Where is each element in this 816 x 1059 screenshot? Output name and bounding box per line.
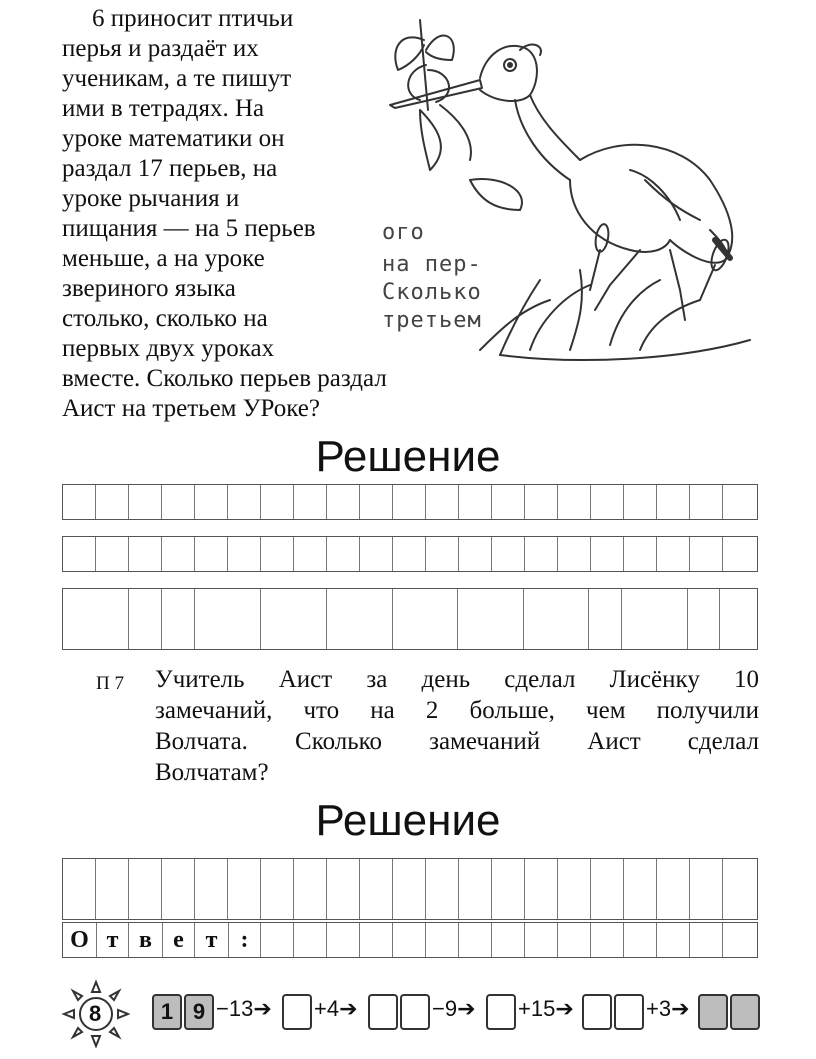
- problem-6-line: перья и раздаёт их: [62, 35, 259, 62]
- illustration-overlay-text: ого: [382, 220, 425, 245]
- grid-cell[interactable]: [63, 485, 96, 519]
- problem-7-text: [155, 664, 759, 788]
- grid-cell[interactable]: [624, 537, 657, 571]
- grid-cell[interactable]: [63, 859, 96, 919]
- answer-box[interactable]: [614, 994, 644, 1030]
- grid-cell[interactable]: [591, 923, 624, 957]
- grid-cell[interactable]: [393, 589, 459, 649]
- grid-cell[interactable]: [690, 485, 723, 519]
- grid-cell[interactable]: [96, 859, 129, 919]
- solution-grid-row[interactable]: [62, 588, 758, 650]
- start-digit-box: [152, 994, 182, 1030]
- operation: +15➔: [518, 996, 574, 1021]
- start-digit-box: [184, 994, 214, 1030]
- final-answer-box[interactable]: [730, 994, 760, 1030]
- grid-cell[interactable]: [720, 589, 757, 649]
- final-answer-box[interactable]: [698, 994, 728, 1030]
- illustration-overlay-text: на пер-: [382, 252, 482, 277]
- grid-cell[interactable]: [63, 537, 96, 571]
- operation: +3➔: [646, 996, 690, 1021]
- grid-cell[interactable]: [525, 485, 558, 519]
- grid-cell[interactable]: [657, 485, 690, 519]
- problem-6-line: пищания — на 5 перьев: [62, 215, 316, 242]
- grid-cell[interactable]: [261, 859, 294, 919]
- grid-cell[interactable]: [591, 537, 624, 571]
- grid-cell[interactable]: [327, 589, 393, 649]
- start-digit: 1: [160, 999, 174, 1024]
- grid-cell[interactable]: [162, 537, 195, 571]
- grid-cell[interactable]: [525, 537, 558, 571]
- solution-grid-row[interactable]: [62, 858, 758, 920]
- grid-cell[interactable]: [393, 923, 426, 957]
- grid-cell[interactable]: [360, 859, 393, 919]
- solution-grid-row[interactable]: [62, 484, 758, 520]
- answer-letter: О: [63, 923, 97, 957]
- start-digit: 9: [192, 999, 206, 1024]
- grid-cell[interactable]: [622, 589, 688, 649]
- grid-cell[interactable]: [723, 859, 756, 919]
- stork-illustration: [380, 10, 760, 370]
- grid-cell[interactable]: [393, 485, 426, 519]
- solution-grid-row[interactable]: [62, 536, 758, 572]
- grid-cell[interactable]: [360, 485, 393, 519]
- grid-cell[interactable]: [525, 859, 558, 919]
- problem-6-line: звериного языка: [62, 275, 236, 302]
- grid-cell[interactable]: [458, 589, 524, 649]
- grid-cell[interactable]: [129, 859, 162, 919]
- grid-cell[interactable]: [524, 589, 590, 649]
- grid-cell[interactable]: [589, 589, 622, 649]
- grid-cell[interactable]: [63, 589, 129, 649]
- illustration-overlay-text: Сколько: [382, 280, 482, 305]
- grid-cell[interactable]: [426, 923, 459, 957]
- grid-cell[interactable]: [459, 537, 492, 571]
- grid-cell[interactable]: [459, 485, 492, 519]
- grid-cell[interactable]: [360, 923, 393, 957]
- grid-cell[interactable]: [129, 485, 162, 519]
- grid-cell[interactable]: [558, 923, 591, 957]
- grid-cell[interactable]: [657, 537, 690, 571]
- answer-letter: т: [195, 923, 229, 957]
- grid-cell[interactable]: [591, 485, 624, 519]
- grid-cell[interactable]: [327, 923, 360, 957]
- grid-cell[interactable]: [261, 485, 294, 519]
- answer-letter: е: [163, 923, 195, 957]
- grid-cell[interactable]: [327, 485, 360, 519]
- grid-cell[interactable]: [426, 859, 459, 919]
- grid-cell[interactable]: [195, 589, 261, 649]
- grid-cell[interactable]: [261, 589, 328, 649]
- problem-7-line: Учитель Аист за день сделал Лисёнку 10: [155, 666, 759, 693]
- grid-cell[interactable]: [492, 485, 525, 519]
- grid-cell[interactable]: [624, 859, 657, 919]
- problem-6-line: раздал 17 перьев, на: [62, 155, 278, 182]
- problem-6-line: ученикам, а те пишут: [62, 65, 292, 92]
- answer-box[interactable]: [400, 994, 430, 1030]
- operation: −13➔: [216, 996, 272, 1021]
- grid-cell[interactable]: [558, 537, 591, 571]
- grid-cell[interactable]: [525, 923, 558, 957]
- grid-cell[interactable]: [228, 537, 261, 571]
- problem-7-line: Волчатам?: [155, 759, 269, 786]
- grid-cell[interactable]: [228, 859, 261, 919]
- problem-6-line: уроке рычания и: [62, 185, 240, 212]
- grid-cell[interactable]: [393, 537, 426, 571]
- grid-cell[interactable]: [294, 923, 327, 957]
- illustration-overlay-text: третьем: [382, 308, 482, 333]
- grid-cell[interactable]: [558, 485, 591, 519]
- grid-cell[interactable]: [294, 859, 327, 919]
- grid-cell[interactable]: [195, 485, 228, 519]
- grid-cell[interactable]: [195, 537, 228, 571]
- grid-cell[interactable]: [426, 485, 459, 519]
- answer-box[interactable]: [582, 994, 612, 1030]
- operation: −9➔: [432, 996, 476, 1021]
- grid-cell[interactable]: [558, 859, 591, 919]
- grid-cell[interactable]: [426, 537, 459, 571]
- grid-cell[interactable]: [459, 859, 492, 919]
- grid-cell[interactable]: [261, 923, 294, 957]
- problem-6-line: первых двух уроках: [62, 335, 275, 362]
- problem-7-line: замечаний, что на 2 больше, чем получили: [155, 697, 759, 724]
- problem-6-line: меньше, а на уроке: [62, 245, 265, 272]
- answer-box[interactable]: [282, 994, 312, 1030]
- grid-cell[interactable]: [690, 537, 723, 571]
- answer-letter: т: [97, 923, 129, 957]
- operation: +4➔: [314, 996, 358, 1021]
- grid-cell[interactable]: [162, 485, 195, 519]
- problem-7-line: Волчата. Сколько замечаний Аист сделал: [155, 728, 759, 755]
- grid-cell[interactable]: [228, 485, 261, 519]
- answer-box[interactable]: [486, 994, 516, 1030]
- problem-6-line: ими в тетрадях. На: [62, 95, 265, 122]
- grid-cell[interactable]: [492, 923, 525, 957]
- grid-cell[interactable]: [492, 859, 525, 919]
- grid-cell[interactable]: [393, 859, 426, 919]
- problem-6-line: 6 приносит птичьи: [92, 5, 294, 32]
- grid-cell[interactable]: [129, 589, 163, 649]
- solution-heading: Решение: [315, 796, 501, 845]
- grid-cell[interactable]: [690, 859, 723, 919]
- problem-6-line: вместе. Сколько перьев раздал: [62, 365, 387, 392]
- answer-grid-row[interactable]: [62, 922, 758, 958]
- grid-cell[interactable]: [459, 923, 492, 957]
- grid-cell[interactable]: [129, 537, 162, 571]
- grid-cell[interactable]: [624, 923, 657, 957]
- grid-cell[interactable]: [723, 537, 756, 571]
- grid-cell[interactable]: [294, 485, 327, 519]
- grid-cell[interactable]: [261, 537, 294, 571]
- calculation-chain: [60, 978, 760, 1048]
- problem-6-line: Аист на третьем УРоке?: [62, 395, 320, 422]
- problem-6-line: уроке математики он: [62, 125, 285, 152]
- grid-cell[interactable]: [723, 485, 756, 519]
- grid-cell[interactable]: [360, 537, 393, 571]
- grid-cell[interactable]: [688, 589, 721, 649]
- grid-cell[interactable]: [294, 537, 327, 571]
- solution-heading: Решение: [315, 432, 501, 481]
- answer-letter: в: [129, 923, 163, 957]
- problem-6-line: столько, сколько на: [62, 305, 268, 332]
- grid-cell[interactable]: [492, 537, 525, 571]
- grid-cell[interactable]: [162, 859, 195, 919]
- grid-cell[interactable]: [162, 589, 195, 649]
- answer-box[interactable]: [368, 994, 398, 1030]
- grid-cell[interactable]: [96, 537, 129, 571]
- grid-cell[interactable]: [327, 537, 360, 571]
- grid-cell[interactable]: [657, 859, 690, 919]
- page-number: 8: [89, 1001, 102, 1026]
- grid-cell[interactable]: [657, 923, 690, 957]
- grid-cell[interactable]: [195, 859, 228, 919]
- grid-cell[interactable]: [690, 923, 723, 957]
- grid-cell[interactable]: [96, 485, 129, 519]
- grid-cell[interactable]: [624, 485, 657, 519]
- grid-cell[interactable]: [591, 859, 624, 919]
- grid-cell[interactable]: [327, 859, 360, 919]
- answer-letter: :: [229, 923, 261, 957]
- grid-cell[interactable]: [723, 923, 756, 957]
- problem-7-number: П 7: [96, 673, 124, 694]
